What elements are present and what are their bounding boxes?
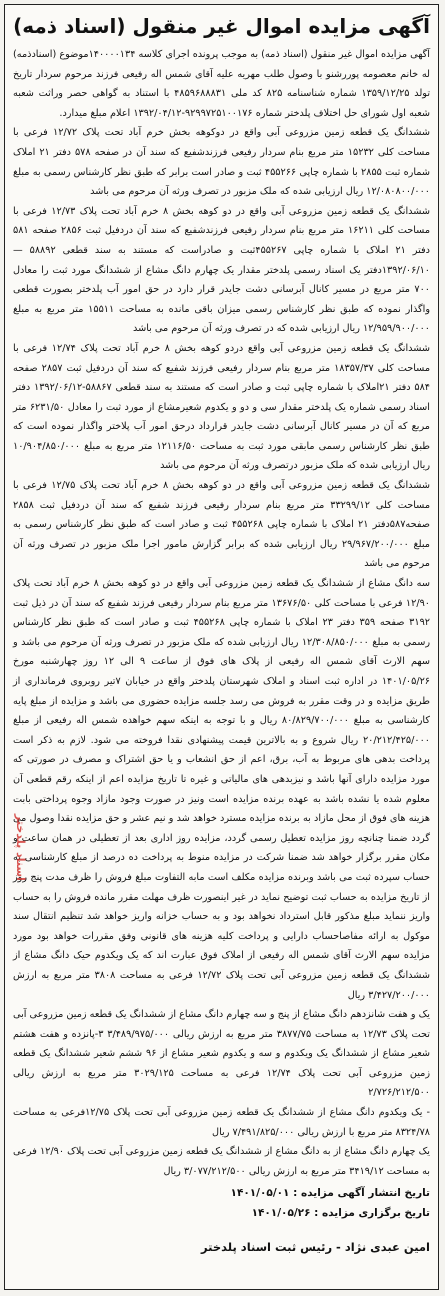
auction-date: تاریخ برگزاری مزایده : ۱۴۰۱/۰۵/۲۶ bbox=[251, 1207, 430, 1220]
paragraph-share-list: یک و هفت شانزدهم دانگ مشاع از پنج و سه چهارم دانگ مشاع از ششدانگ یک قطعه زمین مزروعی آبی تحت پلاک ۱۲/۷۳ به مساحت ۳۸۷۷/۷۵ متر مربع به ارزش ریالی ۳/۴۸۹/۹۷۵/۰۰۰ ۳-پانزده و هفت هشتم شعیر مشاع از ششدانگ یک ویکدوم و سه و یکدوم شعیر مشاع از ۹۶ ششم شعیر ششدانگ یک قطعه زمین مزروعی آبی تحت پلاک ۱۲/۷۴ فرعی به مساحت ۳۰۲۹/۱۲۵ متر مربع به ارزش ریالی ۲/۷۲۶/۲۱۲/۵۰۰ bbox=[13, 1009, 431, 1099]
signature: امین عبدی نژاد - رئیس ثبت اسناد پلدختر bbox=[201, 1240, 430, 1255]
paragraph-plot-12-90-terms: سه دانگ مشاع از ششدانگ یک قطعه زمین مزروعی آبی واقع در دو کوهه بخش ۸ خرم آباد تحت پلاک ۱۲/۹۰ فرعی با مساحت کلی ۱۳۶۷۶/۵۰ متر مربع بنام سردار رفیعی فرزند شفیع که سند آن در ذیل ثبت ۳۱۹۲ صفحه ۳۵۹ دفتر ۲۳ املاک با شماره چاپی ۴۵۵۲۶۸ ثبت و صادر است که طبق نظر کارشناس رسمی به مبلغ ۱۲/۳۰۸/۸۵۰/۰۰۰ ریال ارزیابی شده که ملک مزبور در تصرف ورثه آن مرحوم می باشد و سهم الارث آقای شمس اله رفیعی از پلاک های فوق از ساعت ۹ الی ۱۲ روز چهارشنبه مورخ ۱۴۰۱/۰۵/۲۶ در اداره ثبت اسناد و املاک شهرستان پلدختر واقع در خیابان ۷تیر روبروی فرمانداری از طریق مزایده و در وقت مقرر به فروش می رسد جلسه مزایده حضوری می باشد و مزایده از مبلغ پایه کارشناسی به مبلغ ۸۰/۸۲۹/۷۰۰/۰۰۰ ریال و با توجه به اینکه سهم خواهده شمس اله رفیعی از مبلغ ۲۰/۲۱۲/۴۲۵/۰۰۰ ریال شروع و به بالاترین قیمت پیشنهادی نقدا فروخته می شود. لازم به ذکر است پرداخت بدهی های مربوط به آب، برق، اعم از حق انشعاب و یا حق اشتراک و مصرف در صورتی که مورد مزایده دارای آنها باشد و نیزبدهی های مالیاتی و غیره تا تاریخ مزایده اعم از اینکه رقم قطعی آن معلوم شده یا نشده باشد به عهده برنده مزایده است ونیز در صورت وجود مازاد وجوه پرداختی بابت هزینه های فوق از محل مازاد به برنده مزایده مسترد خواهد شد و نیم عشر و حق مزایده نقدا وصول می گردد ضمنا چنانچه روز مزایده تعطیل رسمی گردد، مزایده روز اداری بعد از تعطیلی در همان ساعت و مکان مقرر برگزار خواهد شد ضمنا شرکت در مزایده منوط به پرداخت ده درصد از مبلغ کارشناسی به حساب سپرده ثبت می باشد وبرنده مزایده مکلف است مابه التفاوت مبلغ فروش را ظرف مدت پنج روز از تاریخ مزایده به حساب ثبت توضیح نماید در غیر اینصورت ظرف مهلت مقرر مانده فروش را به حساب واریز ننماید مبلغ مذکور قابل استرداد نخواهد بود و به حساب خزانه واریز خواهد شد تنظیم انتقال سند موکول به ارائه مفاصاحساب دارایی و پرداخت کلیه هزینه های قانونی وفق مقررات خواهد بود مورد مزایده سهم الارث آقای شمس اله رفیعی از املاک فوق عبارت اند که یک ویکدوم حیک دانگ مشاع از ششدانگ یک قطعه زمین مزروعی آبی تحت پلاک ۱۲/۷۲ فرعی به مساحت ۳۸۰۸ متر مربع به ارزش ۳/۴۲۷/۲۰۰/۰۰۰ ریال bbox=[13, 578, 430, 1001]
paragraph-plot-12-74: ششدانگ یک قطعه زمین مزروعی آبی واقع دردو کوهه بخش ۸ خرم آباد تحت پلاک ۱۲/۷۴ فرعی با مساحت کلی ۱۸۳۵۷/۳۷ متر مربع بنام سردار رفیعی فرزند شفیع که سند آن دردفیل ثبت ۲۸۵۷ صفحه ۵۸۴ دفتر ۲۱املاک با شماره چاپی ثبت و صادر است که مستند به سند قطعی ۵۸۸۶۷-۱۳۹۲/۰۶/۱۲ دفتر اسناد رسمی شماره یک پلدختر مقدار سی و دو و یکدوم شعیرمشاع از مورد ثبت را معادل ۶۲۳۱/۵۰ متر مربع که آن در مسیر کانال آبرسانی دشت جایدر قرارداد درحق امور آب پلاختر واگذار نموده است که طبق نظر کارشناس رسمی مابقی مورد ثبت به مساحت ۱۲۱۱۶/۵۰ متر مربع به مبلغ ۱۰/۹۰۴/۸۵۰/۰۰۰ ریال ارزیابی شده که ملک مزبور درتصرف ورثه آن مرحوم می باشد bbox=[13, 342, 431, 472]
paragraph-plot-12-72: ششدانگ یک قطعه زمین مزروعی آبی واقع در دوکوهه بخش خرم آباد تحت پلاک ۱۲/۷۲ فرعی با مساحت کلی ۱۵۲۳۲ متر مربع بنام سردار رفیعی فرزندشفیع که سند آن در صفحه ۵۷۸ دفتر ۲۱ املاک شماره ثبت ۲۸۵۵ با شماره چاپی ۴۵۵۲۶۶ ثبت و صادر است برابر که طبق نظر کارشناس رسمی به مبلغ ۱۲/۰۸۰۸۰۰/۰۰۰ ریال ارزیابی شده که ملک مزبور در تصرف ورثه آن مرحوم می باشد bbox=[13, 127, 431, 198]
auction-notice bbox=[4, 4, 439, 1290]
notice-title: آگهی مزایده اموال غیر منقول (اسناد ذمه) bbox=[13, 14, 430, 38]
paragraph-intro: آگهی مزایده اموال غیر منقول (اسناد ذمه) به موجب پرونده اجرای کلاسه ۱۴۰۰۰۰۱۳۴موضوع (اسنادذمه) له خانم معصومه پوررشنو با وصول طلب مهریه علیه آقای شمس اله رفیعی فرزند مرحوم سردار تاریخ تولد ۱۳۵۹/۱۲/۲۵ شماره شناسنامه ۸۲۵ کد ملی ۴۸۵۹۶۸۸۸۳۱ با استناد به گواهی حصر وراثت شعبه شعبه اول شورای حل اختلاف پلدختر شماره ۹۲۹۹۷۲۵۱۰۰۱۷۶-۱۳۹۲/۰۴/۱۲ اعلام مبلغ میدارد. bbox=[13, 49, 431, 119]
publish-date: تاریخ انتشار آگهی مزایده : ۱۴۰۱/۰۵/۰۱ bbox=[230, 1187, 430, 1200]
paragraph-share-12-75: - یک ویکدوم دانگ مشاع از ششدانگ یک قطعه زمین مزروعی آبی تحت پلاک ۱۲/۷۵فرعی به مساحت ۸۳۲۴/۷۸ متر مربع با ارزش ریالی ۷/۴۹۱/۸۲۵/۰۰۰ ریال bbox=[13, 1107, 430, 1138]
notice-footer bbox=[13, 1183, 430, 1257]
red-stamp: اسناد پلدختر bbox=[14, 814, 27, 881]
paragraph-plot-12-75: ششدانگ یک قطعه زمین مزروعی آبی واقع در دو کوهه بخش ۸ خرم آباد تحت پلاک ۱۲/۷۵ فرعی با مساحت کلی ۳۳۲۹۹/۱۲ متر مربع بنام سردار رفیعی فرزند شفیع که سند آن دردفیل ثبت ۲۸۵۸ صفحه۵۸۷دفتر ۲۱ املاک با شماره چاپی ۴۵۵۲۶۸ ثبت و صادر است که طبق نظر کارشناس رسمی به مبلغ ۲۹/۹۶۷/۲۰۰/۰۰۰ ریال ارزیابی شده که برابر گزارش مامور اجرا ملک مزبور در تصرف ورثه آن مرحوم می باشد bbox=[13, 480, 431, 570]
paragraph-share-12-90: یک چهارم دانگ مشاع از به دانگ مشاع از ششدانگ یک قطعه زمین مزروعی آبی تحت پلاک ۱۲/۹۰ فرعی به مساحت ۳۴۱۹/۱۲ متر مربع به ارزش ریالی ۳/۰۷۷/۲۱۲/۵۰۰ ریال bbox=[13, 1146, 430, 1177]
notice-body bbox=[13, 45, 430, 1181]
paragraph-plot-12-73: ششدانگ یک قطعه زمین مزروعی آبی واقع در دو کوهه بخش ۸ خرم آباد تحت پلاک ۱۲/۷۳ فرعی با مساحت کلی ۱۶۲۱۱ متر مربع بنام سردار رفیعی فرزندشفیع که سند آن دردفیل ثبت ۲۸۵۶ صفحه ۵۸۱ دفتر ۲۱ املاک با شماره چاپی ۴۵۵۲۶۷ثبت و صادراست که مستند به سند قطعی ۵۸۸۹۲ —۱۳۹۲/۰۶/۱۰دفتر یک اسناد رسمی پلدختر مقدار یک چهارم دانگ مشاع از ششدانگ مورد ثبت را معادل ۷۰۰ متر مربع در مسیر کانال آبرسانی دشت جایدر قرار دارد در حق امور آب پلدختر بصورت قطعی واگذار نموده که طبق نظر کارشناس رسمی میزان باقی مانده به مساحت ۱۵۵۱۱ متر مربع به مبلغ ۱۲/۹۵۹/۹۰۰/۰۰۰ ریال ارزیابی شده که در تصرف ورثه آن مرحوم می باشد bbox=[13, 205, 431, 335]
